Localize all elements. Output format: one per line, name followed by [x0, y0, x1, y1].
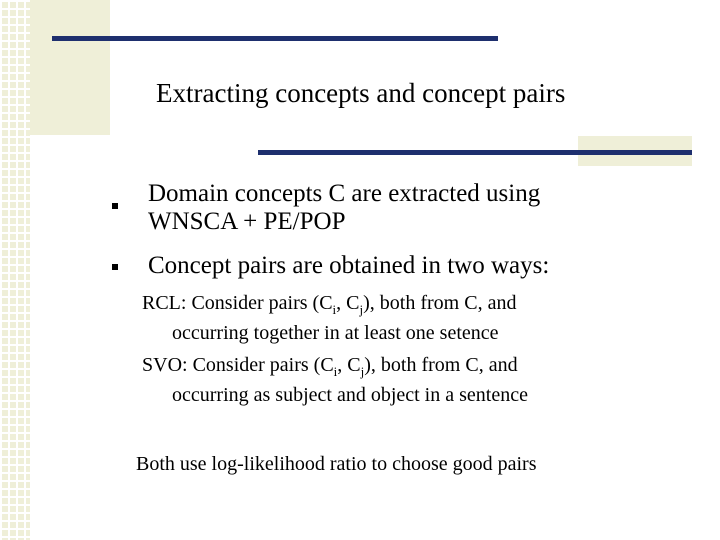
subscript-j: j — [360, 364, 365, 379]
subitem-rcl-mid: , C — [336, 292, 360, 314]
title-rule-top — [52, 36, 498, 41]
decor-block-top — [30, 0, 110, 135]
bullet-1-line-2: WNSCA + PE/POP — [148, 208, 346, 235]
bullet-marker — [112, 264, 118, 270]
subitem-svo-mid: , C — [337, 354, 361, 376]
subitem-rcl-continuation: occurring together in at least one setence — [172, 322, 499, 344]
subitem-svo — [142, 350, 702, 410]
bullet-1-line-1: Domain concepts C are extracted using — [148, 180, 541, 207]
subitem-rcl — [142, 288, 702, 348]
subscript-i: i — [333, 364, 338, 379]
bullet-text-1 — [148, 180, 668, 236]
footer-note: Both use log-likelihood ratio to choose good pairs — [136, 453, 537, 475]
bullet-text-2 — [148, 252, 688, 280]
title-rule-bottom — [258, 150, 692, 155]
subitem-svo-continuation: occurring as subject and object in a sentence — [172, 384, 528, 406]
subscript-i: i — [332, 302, 337, 317]
bullet-marker — [112, 203, 118, 209]
subitem-svo-tail: ), both from C, and — [364, 354, 518, 376]
subitem-rcl-tail: ), both from C, and — [363, 292, 517, 314]
slide-title: Extracting concepts and concept pairs — [156, 78, 566, 108]
subitem-svo-lead: SVO: Consider pairs (C — [142, 354, 334, 376]
bullet-2-line-1: Concept pairs are obtained in two ways: — [148, 252, 550, 279]
subitem-rcl-lead: RCL: Consider pairs (C — [142, 292, 333, 314]
side-decor-pattern — [0, 0, 30, 540]
subscript-j: j — [359, 302, 364, 317]
